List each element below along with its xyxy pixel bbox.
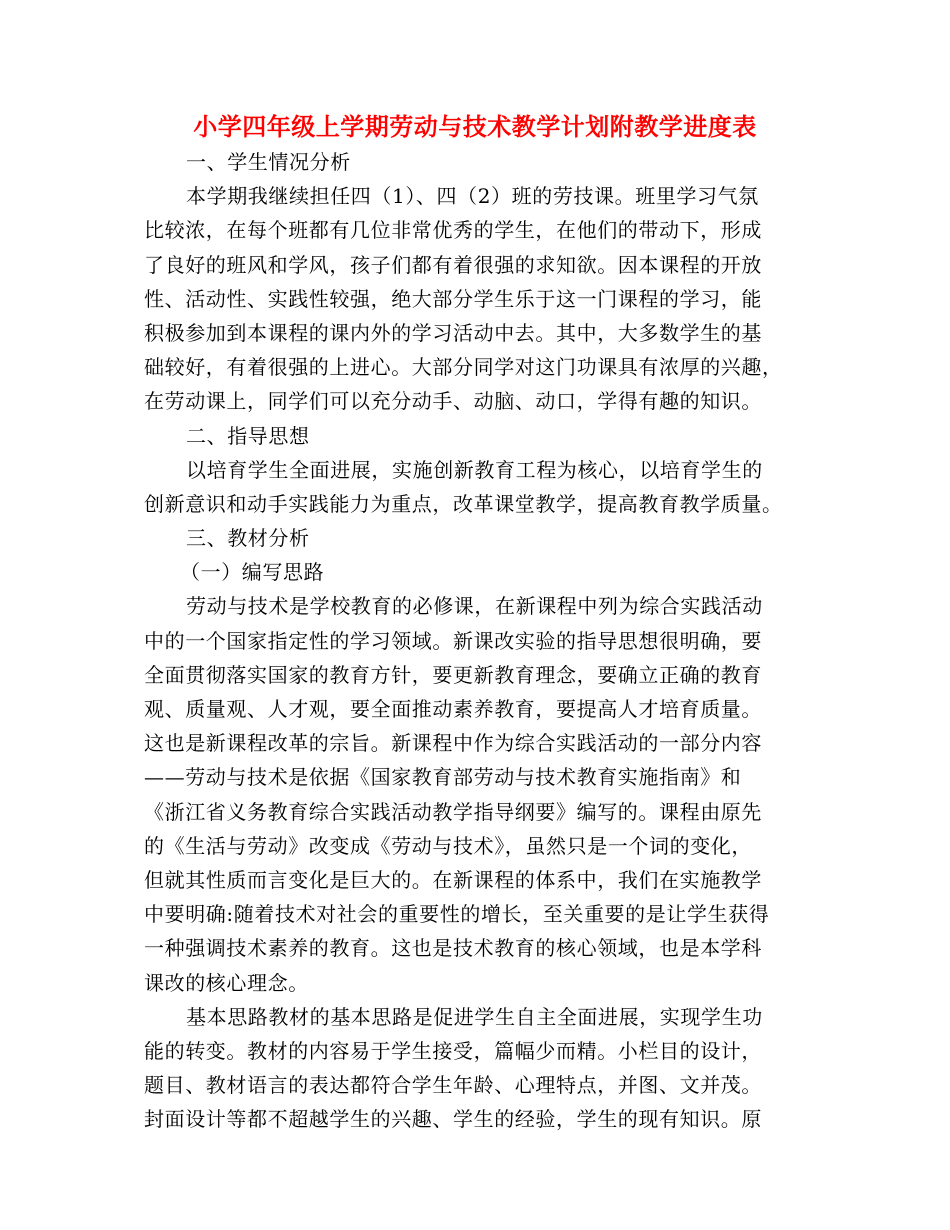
paragraph-line: 全面贯彻落实国家的教育方针，要更新教育理念，要确立正确的教育 (144, 662, 762, 687)
subsection-heading: （一）编写思路 (180, 560, 325, 585)
paragraph-line: 以培育学生全面进展，实施创新教育工程为核心，以培育学生的 (186, 457, 763, 482)
paragraph-line: 础较好，有着很强的上进心。大部分同学对这门功课具有浓厚的兴趣， (144, 355, 783, 380)
paragraph-line: 观、质量观、人才观，要全面推动素养教育，要提高人才培育质量。 (144, 697, 762, 721)
paragraph-line: 但就其性质而言变化是巨大的。在新课程的体系中，我们在实施教学 (144, 867, 762, 892)
section-heading: 三、教材分析 (186, 526, 310, 551)
paragraph-line: 课改的核心理念。 (144, 970, 309, 995)
paragraph-line: 题目、教材语言的表达都符合学生年龄、心理特点，并图、文并茂。 (144, 1073, 762, 1098)
paragraph-line: 本学期我继续担任四（1）、四（2）班的劳技课。班里学习气氛 (186, 184, 759, 209)
section-heading: 二、指导思想 (186, 423, 310, 448)
paragraph-line: ——劳动与技术是依据《国家教育部劳动与技术教育实施指南》和 (144, 765, 742, 790)
paragraph-line: 这也是新课程改革的宗旨。新课程中作为综合实践活动的一部分内容 (144, 731, 762, 756)
paragraph-line: 封面设计等都不超越学生的兴趣、学生的经验，学生的现有知识。原 (144, 1107, 762, 1132)
paragraph-line: 中要明确:随着技术对社会的重要性的增长，至关重要的是让学生获得 (144, 902, 770, 927)
section-heading: 一、学生情况分析 (186, 150, 351, 174)
paragraph-line: 劳动与技术是学校教育的必修课，在新课程中列为综合实践活动 (186, 594, 763, 619)
paragraph-line: 积极参加到本课程的课内外的学习活动中去。其中，大多数学生的基 (144, 320, 762, 345)
paragraph-line: 的《生活与劳动》改变成《劳动与技术》，虽然只是一个词的变化， (144, 833, 752, 858)
paragraph-line: 性、活动性、实践性较强，绝大部分学生乐于这一门课程的学习，能 (144, 286, 762, 311)
paragraph-line: 了良好的班风和学风，孩子们都有着很强的求知欲。因本课程的开放 (144, 252, 762, 277)
paragraph-line: 能的转变。教材的内容易于学生接受，篇幅少而精。小栏目的设计， (144, 1038, 762, 1063)
paragraph-line: 创新意识和动手实践能力为重点，改革课堂教学，提高教育教学质量。 (144, 491, 783, 516)
paragraph-line: 中的一个国家指定性的学习领域。新课改实验的指导思想很明确，要 (144, 628, 762, 653)
paragraph-line: 在劳动课上，同学们可以充分动手、动脑、动口，学得有趣的知识。 (144, 389, 762, 414)
paragraph-line: 基本思路教材的基本思路是促进学生自主全面进展，实现学生功 (186, 1004, 763, 1029)
paragraph-line: 《浙江省义务教育综合实践活动教学指导纲要》编写的。课程由原先 (144, 799, 762, 824)
paragraph-line: 一种强调技术素养的教育。这也是技术教育的核心领域，也是本学科 (144, 936, 762, 961)
document-title: 小学四年级上学期劳动与技术教学计划附教学进度表 (193, 112, 757, 141)
paragraph-line: 比较浓，在每个班都有几位非常优秀的学生，在他们的带动下，形成 (144, 218, 762, 243)
document-body (144, 145, 808, 1136)
